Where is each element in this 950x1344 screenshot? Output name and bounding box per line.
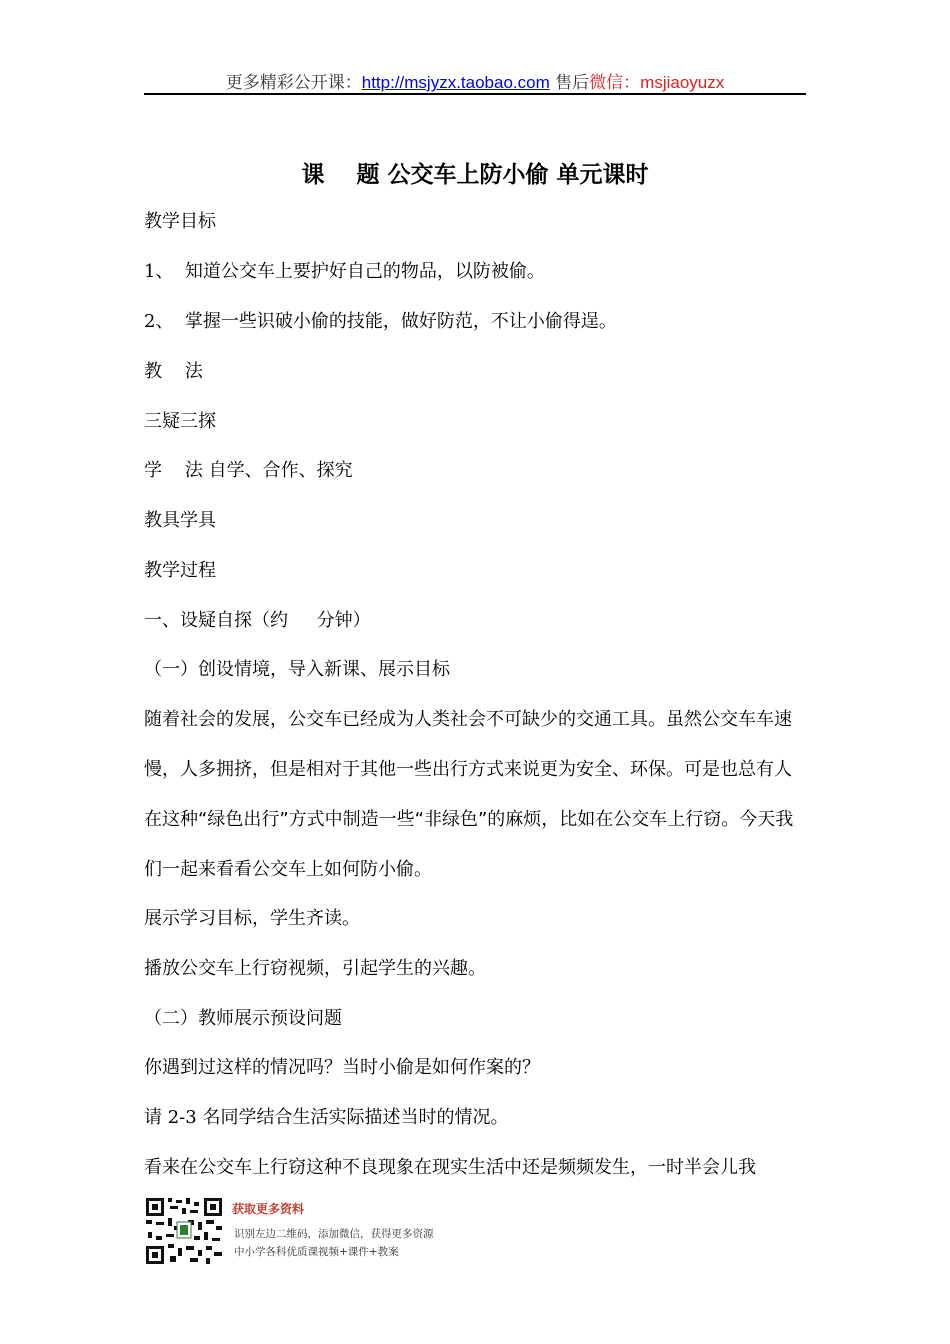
teaching-method-value: 三疑三探 [144, 411, 216, 432]
page-header [144, 68, 806, 93]
goal-number-1: 1 [144, 261, 156, 282]
section-teaching-aids: 教具学具 [144, 510, 216, 531]
header-wechat-id: msjiaoyuzx [640, 73, 725, 92]
footer-line-2: 中小学各科优质课视频+课件+教案 [234, 1246, 399, 1258]
paragraph-students-describe [144, 1093, 806, 1143]
paragraph-play-video: 播放公交车上行窃视频，引起学生的兴趣。 [144, 958, 486, 979]
header-prefix: 更多精彩公开课： [225, 73, 362, 93]
paragraph-show-goals: 展示学习目标，学生齐读。 [144, 908, 360, 929]
document-title: 课 题 公交车上防小偷 单元课时 [301, 162, 649, 188]
text-segment: 请 [144, 1107, 168, 1128]
footer-title: 获取更多资料 [232, 1202, 305, 1216]
header-divider [144, 93, 806, 95]
goal-item-1 [144, 247, 806, 297]
section-teaching-goals: 教学目标 [144, 211, 216, 232]
paragraph-question: 你遇到过这样的情况吗？当时小偷是如何作案的？ [144, 1057, 540, 1078]
goal-text-2: 、 掌握一些识破小偷的技能，做好防范，不让小偷得逞。 [155, 311, 617, 332]
sub-heading-2: （二）教师展示预设问题 [144, 1008, 342, 1029]
goal-number-2: 2 [144, 311, 156, 332]
header-after-sales: 售后 [549, 73, 590, 93]
section-teaching-method: 教 法 [144, 361, 203, 382]
sub-heading-1: （一）创设情境，导入新课、展示目标 [144, 659, 450, 680]
goal-item-2 [144, 297, 806, 347]
step-heading-1: 一、设疑自探（约 分钟） [144, 610, 371, 631]
section-teaching-process: 教学过程 [144, 560, 216, 581]
section-learning-method: 学 法 自学、合作、探究 [144, 460, 353, 481]
footer-line-1: 识别左边二维码，添加微信，获得更多资源 [234, 1228, 434, 1240]
goal-text-1: 、 知道公交车上要护好自己的物品，以防被偷。 [155, 261, 545, 282]
paragraph-conclusion: 看来在公交车上行窃这种不良现象在现实生活中还是频频发生，一时半会儿我 [144, 1157, 756, 1178]
header-wechat-label: 微信： [589, 73, 641, 93]
qr-code-icon [144, 1196, 224, 1266]
header-link[interactable]: http://msjyzx.taobao.com [361, 73, 550, 92]
text-segment: 名同学结合生活实际描述当时的情况。 [196, 1107, 509, 1128]
intro-paragraph: 随着社会的发展，公交车已经成为人类社会不可缺少的交通工具。虽然公交车车速慢，人多拥挤，但是相对于其他一些出行方式来说更为安全、环保。可是也总有人在这种“绿色出行”方式中制造一些“非绿色”的麻烦，比如在公交车上行窃。今天我们一起来看看公交车上如何防小偷。 [144, 709, 794, 880]
number-segment: 2-3 [167, 1107, 197, 1128]
footer-promo [144, 1196, 484, 1266]
